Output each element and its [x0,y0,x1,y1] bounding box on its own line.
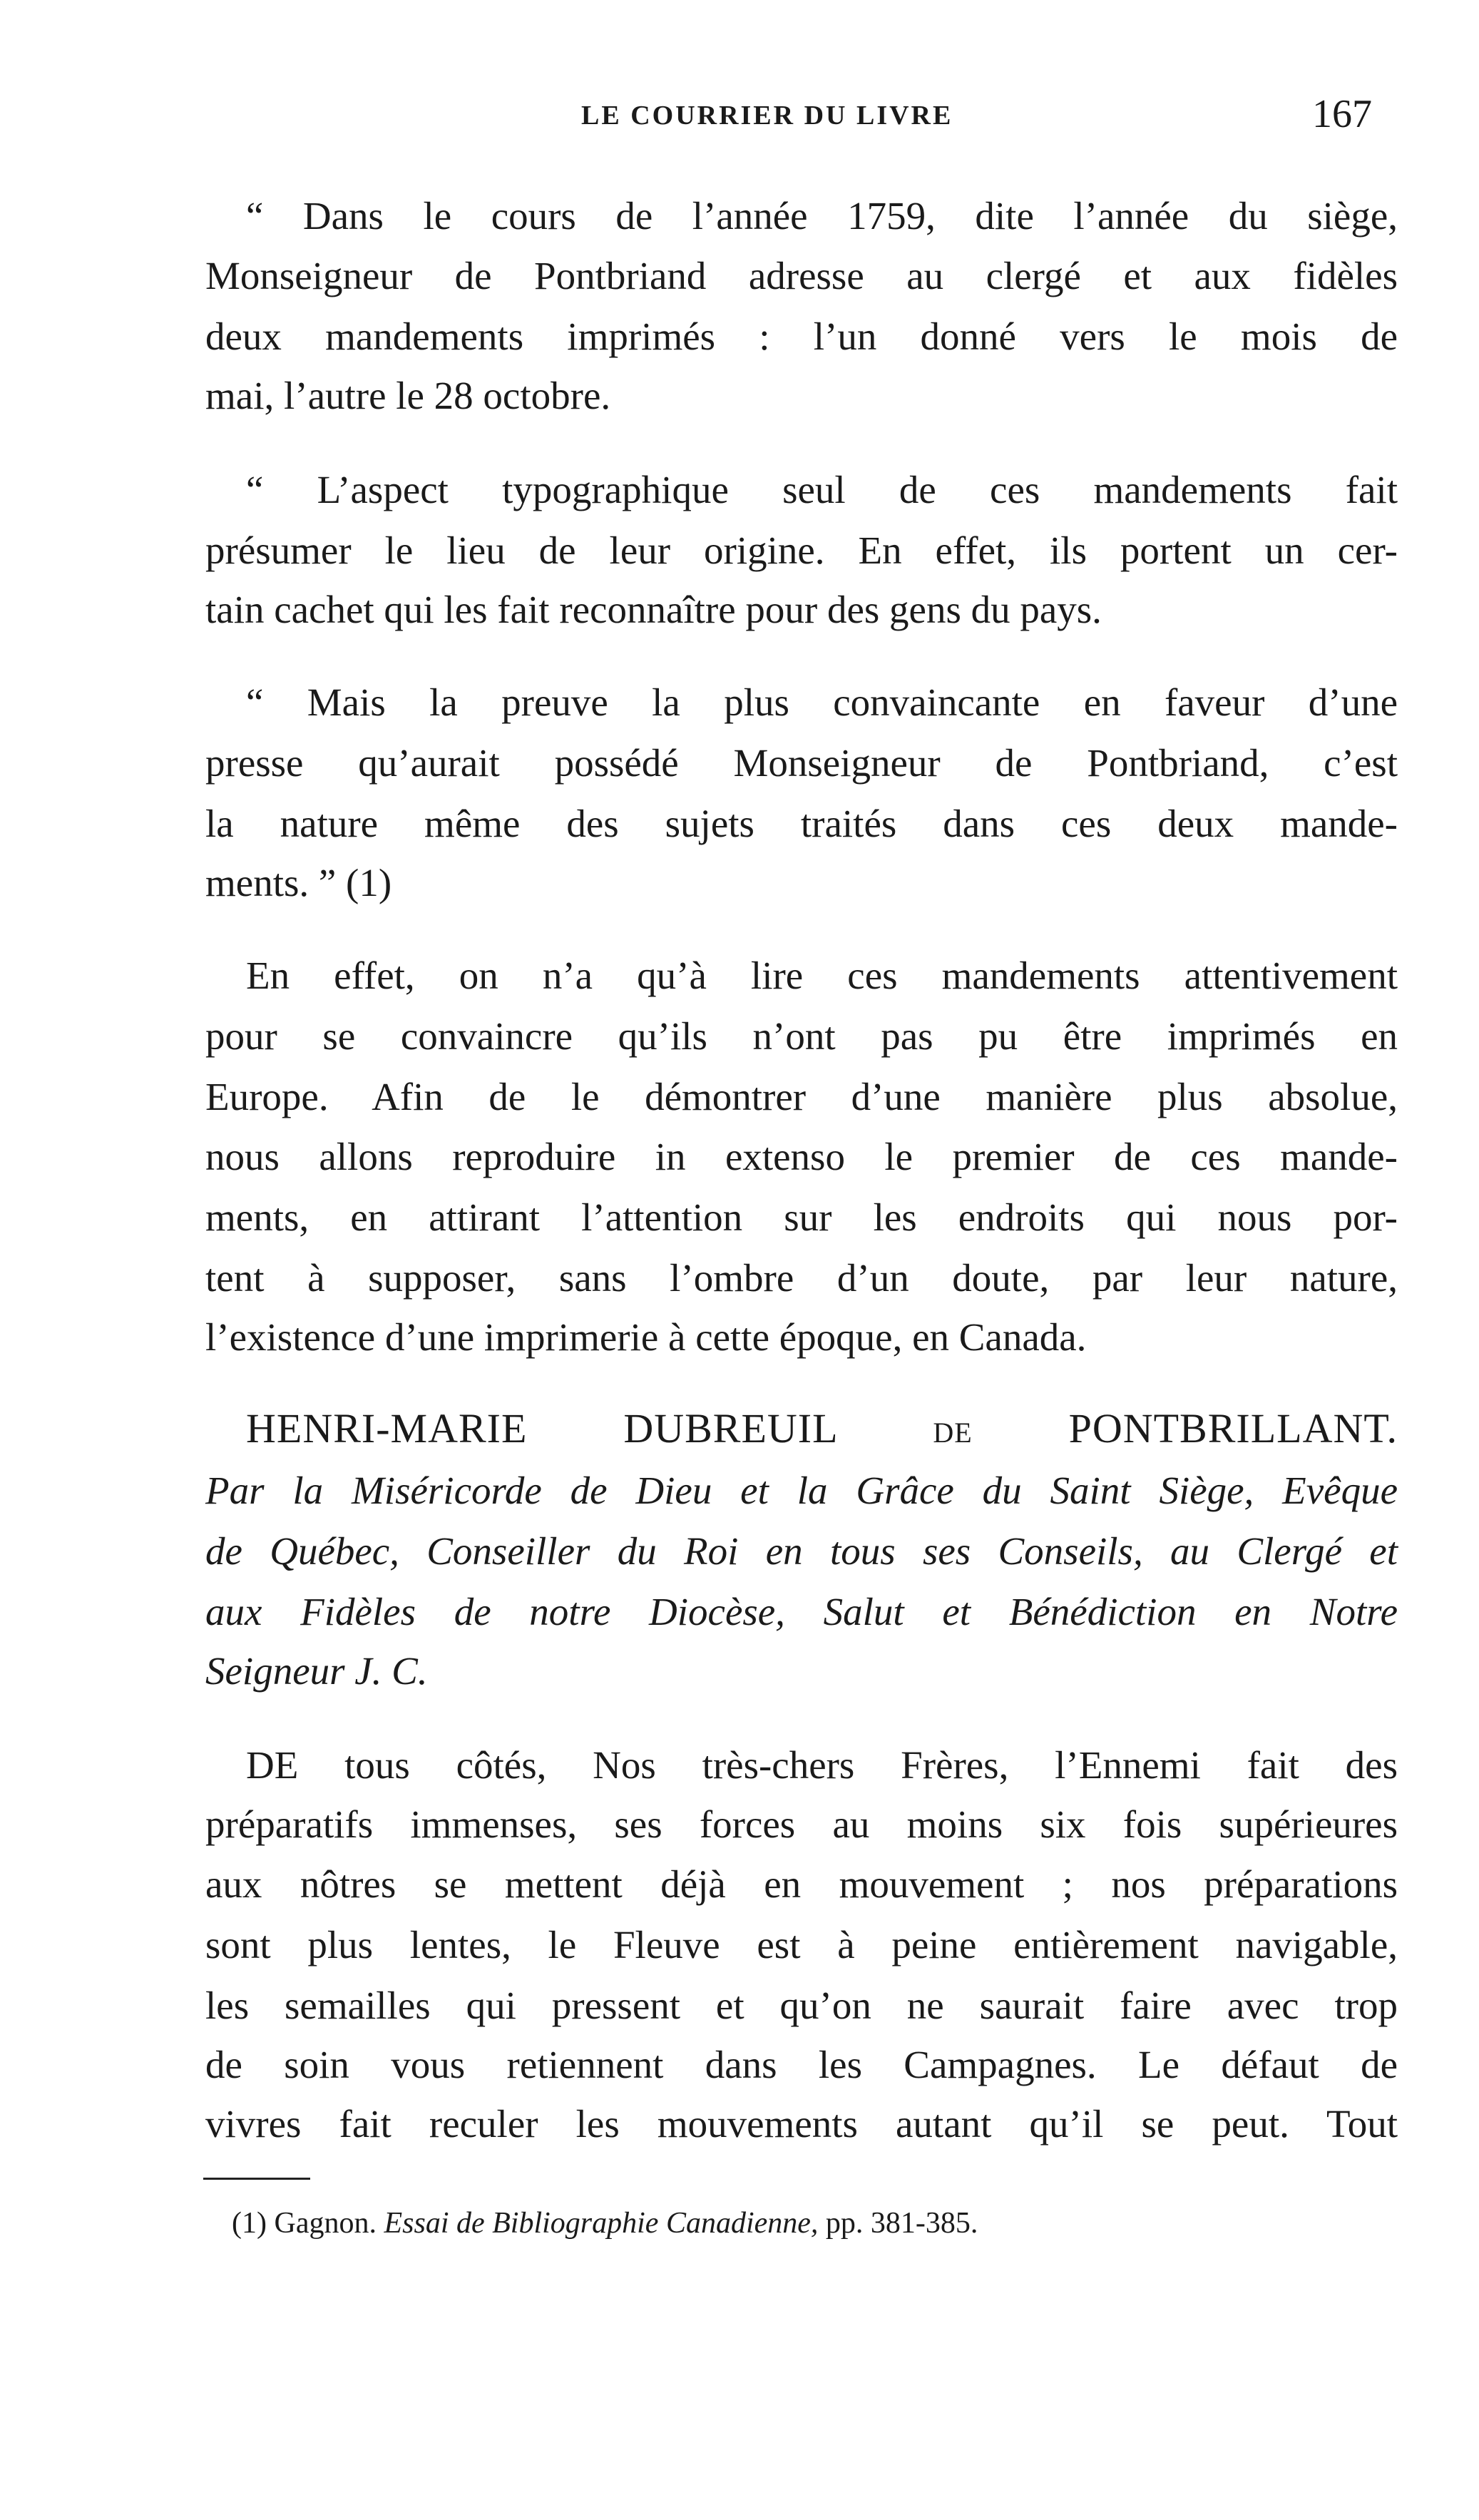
mandement-title-line: de Québec, Conseiller du Roi en tous ses Conseils, au Clergé et [205,1529,1398,1573]
paragraph-4-line: tent à supposer, sans l’ombre d’un doute, par leur nature, [205,1256,1398,1300]
footnote-marker: (1) [232,2207,267,2240]
heading-place: PONTBRILLANT. [1068,1405,1398,1452]
footnote-author: Gagnon. [274,2207,377,2240]
mandement-body-line: DE tous côtés, Nos très-chers Frères, l’Ennemi fait des [246,1743,1398,1787]
paragraph-1-line: mai, l’autre le 28 octobre. [205,374,611,417]
paragraph-1-line: deux mandements imprimés : l’un donné vers le mois de [205,315,1398,358]
footnote [232,2204,978,2243]
paragraph-4-line: En effet, on n’a qu’à lire ces mandements attentivement [246,954,1398,997]
paragraph-2-line: “ L’aspect typographique seul de ces mandements fait [246,468,1398,511]
mandement-body-line: sont plus lentes, le Fleuve est à peine entièrement navigable, [205,1923,1398,1966]
paragraph-4-line: l’existence d’une imprimerie à cette époque, en Canada. [205,1315,1087,1359]
running-title: LE COURRIER DU LIVRE [581,101,953,131]
paragraph-4-line: Europe. Afin de le démontrer d’une manière plus absolue, [205,1075,1398,1118]
mandement-body-line: aux nôtres se mettent déjà en mouvement ; nos préparations [205,1862,1398,1906]
mandement-body-line: de soin vous retiennent dans les Campagnes. Le défaut de [205,2043,1398,2086]
mandement-body-line: les semailles qui pressent et qu’on ne saurait faire avec trop [205,1984,1398,2027]
paragraph-4-line: ments, en attirant l’attention sur les endroits qui nous por- [205,1195,1398,1239]
paragraph-2-line: tain cachet qui les fait reconnaître pour des gens du pays. [205,588,1102,631]
footnote-pages: pp. 381-385. [825,2207,978,2240]
mandement-title-line: aux Fidèles de notre Diocèse, Salut et Bénédiction en Notre [205,1590,1398,1633]
mandement-body-line: vivres fait reculer les mouvements autant qu’il se peut. Tout [205,2102,1398,2146]
paragraph-4-line: nous allons reproduire in extenso le premier de ces mande- [205,1135,1398,1178]
mandement-title-line: Par la Miséricorde de Dieu et la Grâce du Saint Siège, Evêque [205,1469,1398,1512]
mandement-title-line: Seigneur J. C. [205,1649,428,1693]
footnote-rule [203,2178,310,2180]
paragraph-3-line: ments. ” (1) [205,861,392,904]
paragraph-3-line: “ Mais la preuve la plus convaincante en faveur d’une [246,680,1398,724]
paragraph-3-line: la nature même des sujets traités dans ces deux mande- [205,802,1398,845]
heading-de: DE [933,1417,973,1449]
mandement-body-line: préparatifs immenses, ses forces au moins six fois supérieures [205,1802,1398,1846]
page-number: 167 [1312,92,1372,136]
paragraph-2-line: présumer le lieu de leur origine. En effet, ils portent un cer- [205,529,1398,572]
footnote-title: Essai de Bibliographie Canadienne, [384,2207,819,2240]
paragraph-1-line: Monseigneur de Pontbriand adresse au clergé et aux fidèles [205,254,1398,297]
paragraph-3-line: presse qu’aurait possédé Monseigneur de Pontbriand, c’est [205,741,1398,785]
heading-name: HENRI-MARIE DUBREUIL [246,1405,837,1452]
paragraph-1-line: “ Dans le cours de l’année 1759, dite l’année du siège, [246,194,1398,238]
paragraph-4-line: pour se convaincre qu’ils n’ont pas pu être imprimés en [205,1014,1398,1058]
mandement-heading [246,1403,1398,1459]
